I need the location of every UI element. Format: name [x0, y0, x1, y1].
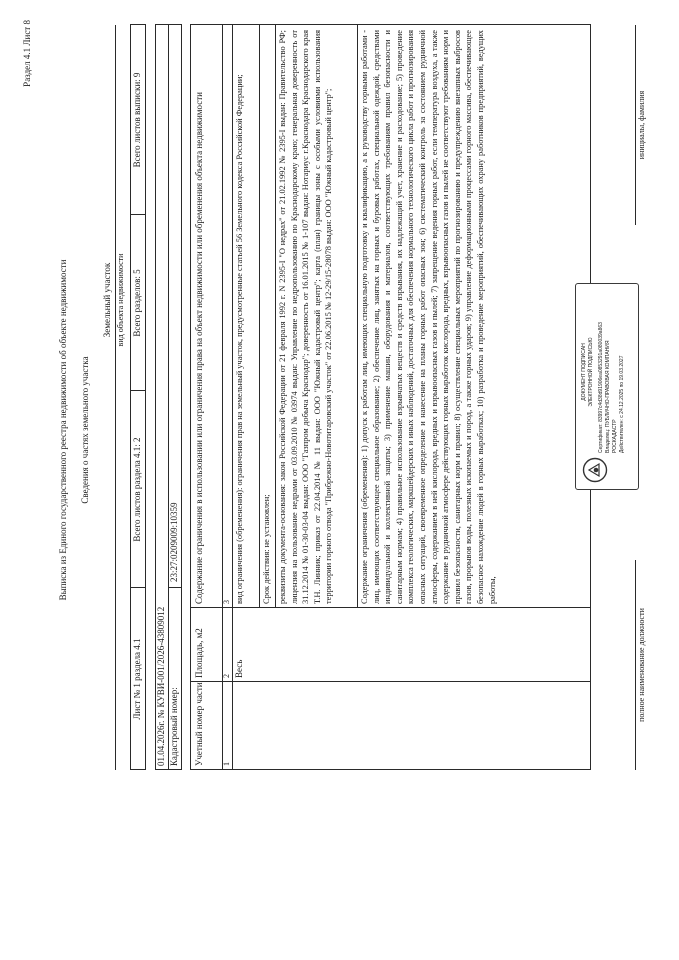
position-line — [635, 560, 636, 770]
stamp-subtitle: ЭЛЕКТРОННОЙ ПОДПИСЬЮ — [588, 337, 594, 407]
cad-divider — [168, 587, 182, 588]
reg-right — [155, 24, 182, 25]
total-sheets-extract: Всего листов выписки: 9 — [132, 72, 142, 168]
col-number-3: 3 — [222, 600, 231, 604]
info-row-bottom — [145, 25, 146, 770]
emblem-icon — [582, 457, 608, 483]
content-div1 — [259, 25, 260, 608]
reg-bottom — [181, 25, 182, 770]
restriction-type: вид ограничения (обременения): ограничения прав на земельный участок, предусмотренные статьей 56 Земельного кодекса Российской Федерации; — [235, 74, 244, 604]
sheet-number: Лист № 1 раздела 4.1 — [132, 638, 142, 720]
position-caption: полное наименование должности — [637, 608, 646, 722]
object-type-caption: вид объекта недвижимости — [116, 253, 125, 347]
document-title: Выписка из Единого государственного реестра недвижимости об объекте недвижимости — [58, 259, 68, 601]
total-sections: Всего разделов: 5 — [132, 269, 142, 337]
stamp-validity: Действителен: с 24.12.2025 по 19.03.2027 — [619, 355, 625, 453]
section-sheet-label: Раздел 4.1 Лист 8 — [22, 20, 32, 87]
name-line — [635, 25, 636, 225]
name-caption: инициалы, фамилия — [637, 90, 646, 160]
header-part-number: Учетный номер части — [194, 682, 204, 766]
stamp-owner-name: РОСКАДАСТР — [612, 419, 618, 453]
object-type: Земельный участок — [102, 262, 112, 338]
cadastral-label: Кадастровый номер: — [169, 687, 179, 766]
restriction-documents: реквизиты документа-основания: закон Российской Федерации от 21 февраля 1992 г. N 2395-I "О недрах" от 21.02.1992 № 2395-I выдан: Правительство РФ; лицензия на пользование недрами от 03.09.2010 № 03974 выдан: Управление по недропользованию по Краснодарскому краю; генеральная доверенность от 31.12.2014 № 01-30-03-04 выдан: ООО "Газпром добыча Краснодар"; доверенность от 16.01.2015 № 1-107 выдан: Нотариус г.Краснодара Краснодарского края Т.Н. Линник; приказ от 22.04.2014 № 11 выдан: ООО "Южный кадастровый центр"; карта (план) границы зоны с особыми условиями использования территории горного отвода "Прибрежно-Новотитаровский участок" от 22.06.2015 № 12-29/15-28078 выдан: ООО "Южный кадастровый центр"; — [278, 30, 334, 604]
stamp-title: ДОКУМЕНТ ПОДПИСАН — [581, 343, 587, 401]
restriction-term: Срок действия: не установлен; — [262, 494, 271, 604]
col-number-1: 1 — [222, 762, 231, 766]
table-numbers-bottom — [232, 25, 233, 770]
row-area: Весь — [234, 659, 244, 678]
header-content: Содержание ограничения в использовании или ограничения права на объект недвижимости или обременения объекта недвижимости — [194, 92, 204, 604]
table-top — [190, 25, 191, 770]
info-row-top — [130, 25, 131, 770]
registration-date-number: 01.04.2026г. № КУВИ-001/2026-43809012 — [156, 606, 166, 766]
content-div3 — [357, 25, 358, 608]
table-right — [190, 24, 591, 25]
table-left — [190, 769, 591, 770]
col-number-2: 2 — [222, 674, 231, 678]
content-div2 — [275, 25, 276, 608]
table-col-div2 — [190, 607, 591, 608]
stamp-owner: Владелец: ПУБЛИЧНО-ПРАВОВАЯ КОМПАНИЯ — [605, 340, 611, 453]
table-col-div1 — [190, 681, 591, 682]
restriction-content: Содержание ограничения (обременения): 1) допуск к работам лиц, имеющих специальную подготовку и квалификацию, а к руководству горными работами - лиц, имеющих соответствующее специальное образование; 2) обеспечение лиц, занятых на горных и буровых работах, специальной одеждой, средствами индивидуальной и коллективной защиты; 3) применение машин, оборудования и материалов, соответствующих требованиям правил безопасности и санитарным нормам; 4) правильное использование взрывчатых веществ и средств взрывания, их надлежащий учет, хранение и расходование; 5) проведение комплекса геологических, маркшейдерских и иных наблюдений, достаточных для обеспечения нормального технологического цикла работ и прогнозирования опасных ситуаций, своевременное определение и нанесение на планы горных работ опасных зон; 6) систематический контроль за состоянием рудничной атмосферы, содержанием в ней кислорода, вредных и взрывоопасных газов и пылей; 7) запрещение ведения горных работ, если температура воздуха, а также содержание в рудничной атмосфере действующих горных выработок кислорода, вредных, взрывоопасных газов и пылей не соответствуют требованиям норм и правил безопасности, санитарных норм и правил; 8) осуществление специальных мероприятий по прогнозированию и предупреждению внезапных выбросов газов, прорывов воды, полезных ископаемых и пород, а также горных ударов; 9) управление деформационными процессами горного массива, обеспечивающее безопасное нахождение людей в горных выработках; 10) разработка и проведение мероприятий, обеспечивающих охрану работников предприятий, ведущих работы, — [360, 30, 497, 604]
total-sheets-section: Всего листов раздела 4.1: 2 — [132, 437, 142, 542]
cadastral-number: 23:27:0209009:10359 — [169, 502, 179, 582]
stamp-certificate: Сертификат: 83997c4d38d91906ea0853291a080039a863 — [598, 322, 604, 453]
document-subtitle: Сведения о частях земельного участка — [80, 356, 90, 504]
e-signature-stamp — [575, 283, 639, 490]
header-area: Площадь, м2 — [194, 628, 204, 678]
reg-left — [155, 769, 182, 770]
